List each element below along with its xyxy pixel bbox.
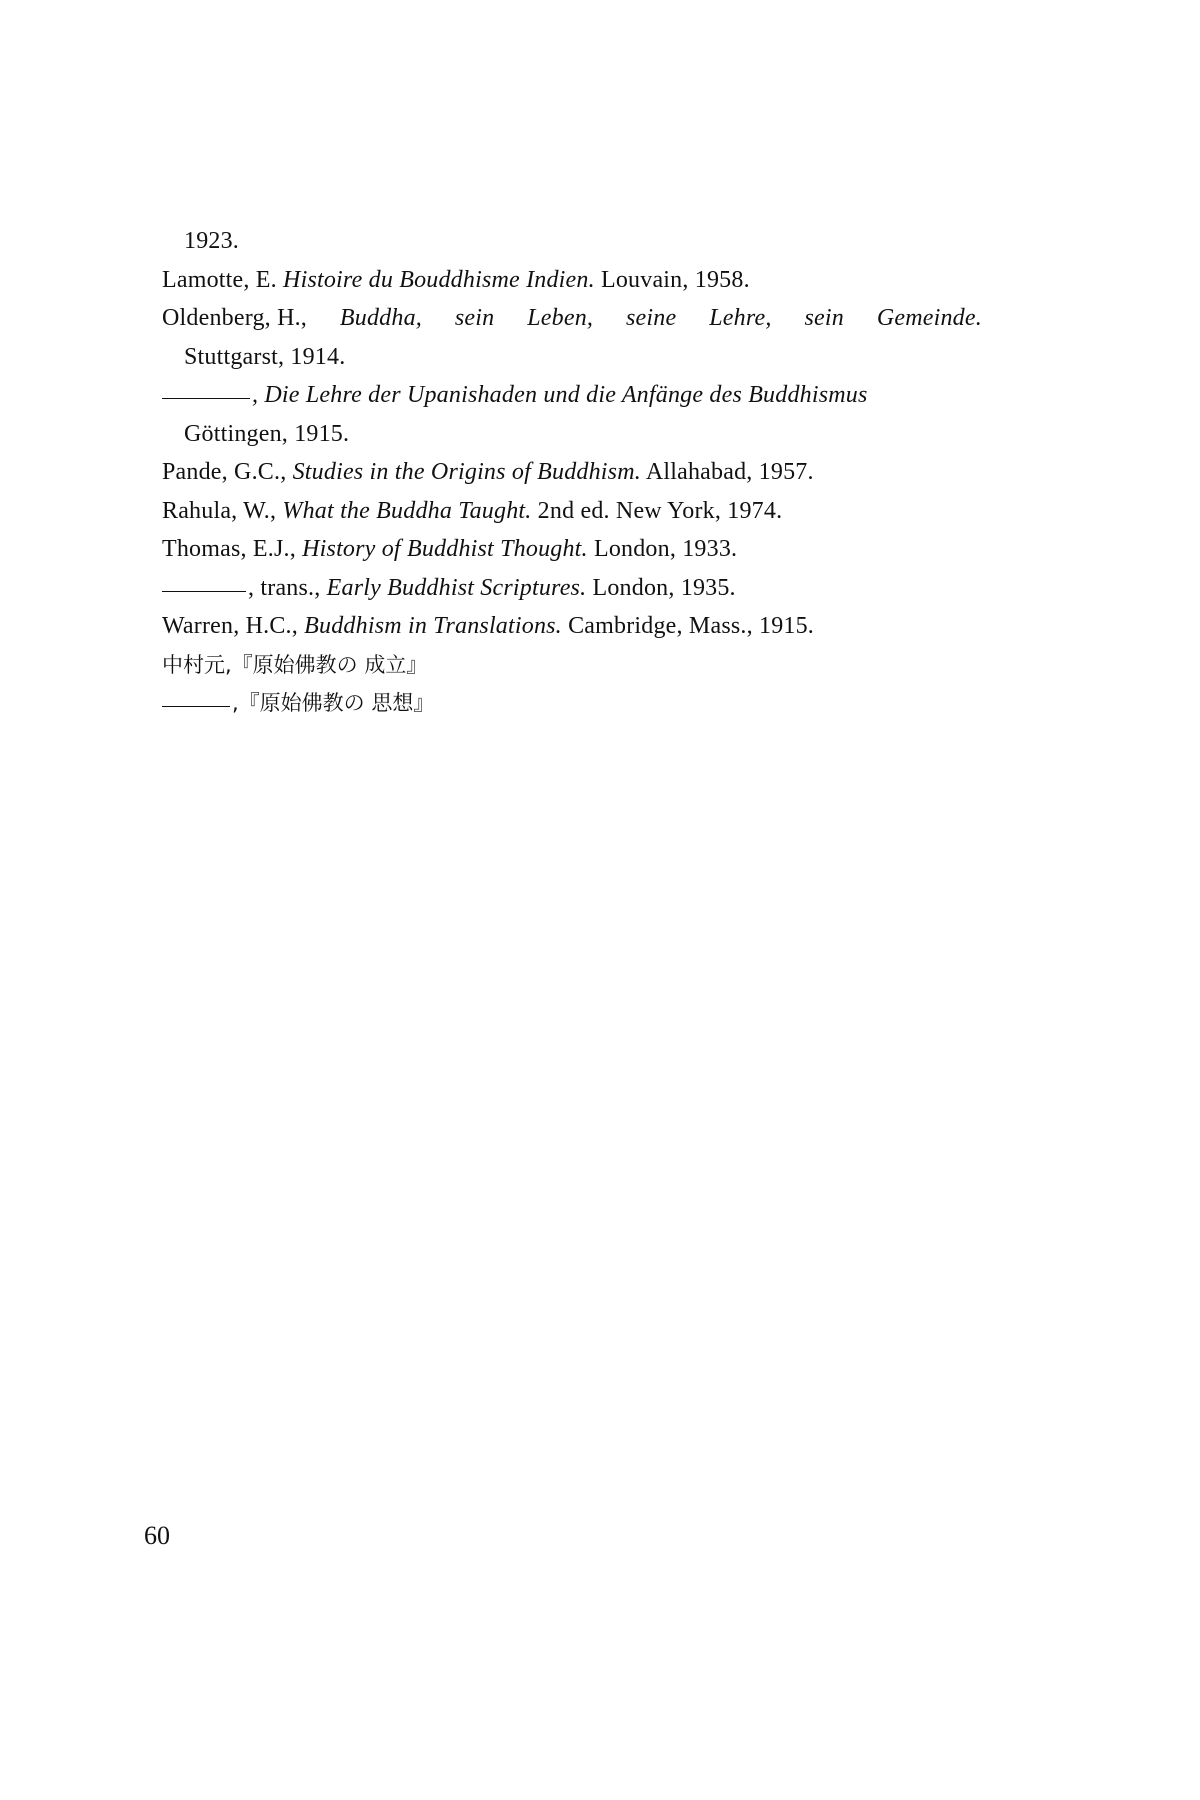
bib-entry-rahula	[162, 492, 982, 531]
bib-title-word: Gemeinde.	[876, 305, 982, 331]
bib-author: Lamotte, E.	[162, 266, 277, 293]
bib-publication: Allahabad, 1957.	[645, 459, 814, 485]
bib-author: Rahula, W.,	[162, 497, 277, 524]
bib-entry-lamotte	[162, 261, 982, 300]
repeat-author-dash	[162, 573, 246, 592]
bib-title-word: Leben,	[527, 305, 594, 331]
bib-entry-thomas-2: , trans., Early Buddhist Scriptures. London, 1935.	[162, 569, 982, 608]
bib-publication: 2nd ed. New York, 1974.	[537, 497, 783, 524]
bib-entry-oldenberg	[162, 299, 982, 338]
bib-entry-nakamura-2: ,『原始佛教の 思想』	[162, 684, 982, 723]
bib-title-word: sein	[804, 305, 844, 331]
bib-publication: Cambridge, Mass., 1915.	[568, 613, 815, 639]
bib-author: Pande, G.C.,	[162, 459, 287, 485]
bib-title: Histoire du Bouddhisme Indien.	[283, 266, 595, 293]
bib-entry-thomas	[162, 530, 982, 569]
bib-title: , Die Lehre der Upanishaden und die Anfänge des Buddhismus	[252, 382, 868, 408]
bib-author: Oldenberg, H.,	[162, 305, 307, 331]
bib-title-word: Lehre,	[709, 305, 772, 331]
repeat-author-dash	[162, 380, 250, 399]
bib-entry-oldenberg-publication: Stuttgarst, 1914.	[184, 343, 346, 370]
bib-entry-warren	[162, 607, 982, 646]
bib-entry-oldenberg-2-publication: Göttingen, 1915.	[184, 420, 350, 447]
bib-entry-pande	[162, 453, 982, 492]
page-number: 60	[144, 1521, 170, 1550]
bib-title-word: Buddha,	[339, 305, 422, 331]
bib-title-word: sein	[454, 305, 495, 331]
bib-entry-continuation: 1923.	[184, 228, 239, 254]
bib-title: What the Buddha Taught.	[282, 497, 532, 524]
bib-title-word: seine	[626, 305, 677, 331]
bib-title: Studies in the Origins of Buddhism.	[292, 459, 641, 485]
bib-author: Thomas, E.J.,	[162, 536, 296, 562]
bib-publication: London, 1933.	[593, 536, 738, 562]
bib-publication: Louvain, 1958.	[601, 266, 750, 293]
bib-publication: London, 1935.	[592, 574, 736, 601]
bib-entry-nakamura: 中村元,『原始佛教の 成立』	[162, 652, 428, 677]
repeat-author-dash	[162, 688, 230, 707]
bib-entry-oldenberg-2	[162, 376, 982, 415]
bibliography-list	[162, 222, 982, 723]
bib-title: History of Buddhist Thought.	[302, 536, 588, 562]
bib-title: Early Buddhist Scriptures.	[326, 574, 587, 601]
bib-author: Warren, H.C.,	[162, 613, 298, 639]
bib-title: Buddhism in Translations.	[304, 613, 562, 639]
